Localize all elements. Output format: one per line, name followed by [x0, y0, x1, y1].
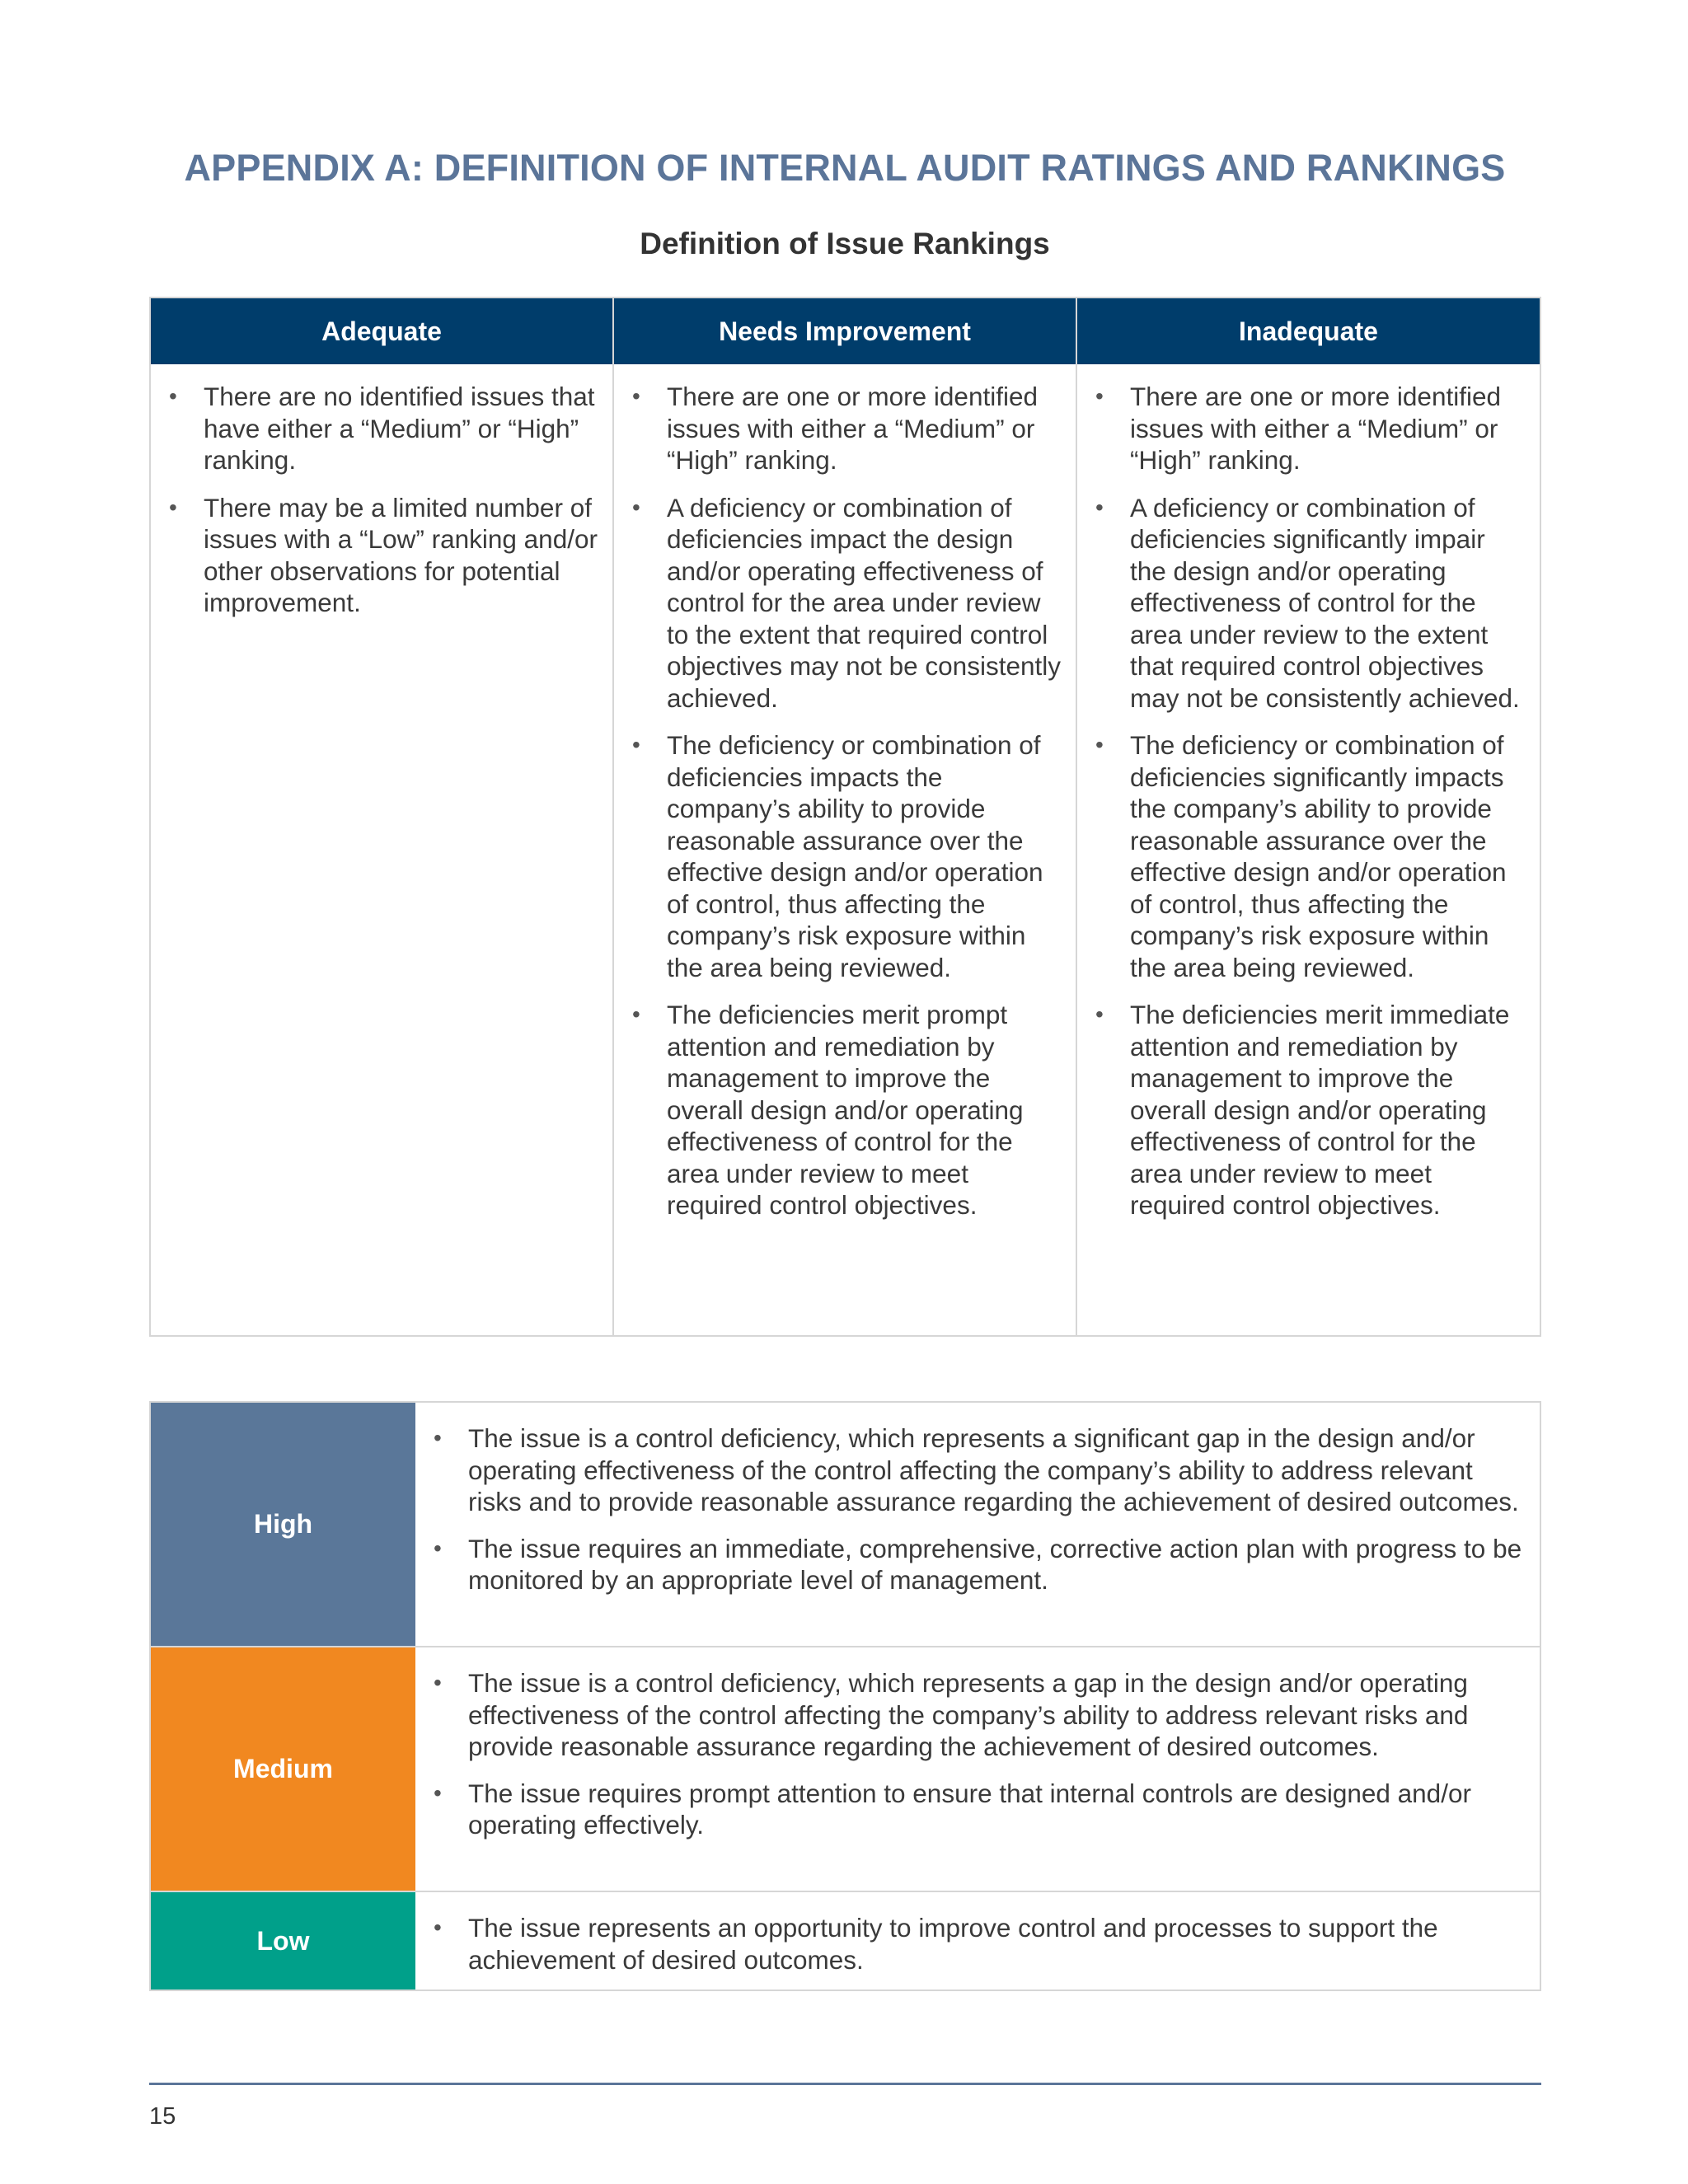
list-item: • The deficiency or combination of deficiencies significantly impacts the company’s ability to provide reasonable assurance over the effective design and/or operation of control, thus affecting the company’s risk exposure within the area being reviewed.: [1092, 729, 1525, 983]
section-title: Definition of Issue Rankings: [640, 227, 1050, 260]
header-inadequate: Inadequate: [1077, 298, 1540, 364]
column-needs-improvement: [614, 364, 1077, 1335]
list-item: • There are one or more identified issues with either a “Medium” or “High” ranking.: [1092, 381, 1525, 476]
list-item: • The issue represents an opportunity to improve control and processes to support the achievement of desired outcomes.: [430, 1912, 1528, 1975]
header-adequate: Adequate: [151, 298, 614, 364]
footer-divider: [149, 2083, 1541, 2085]
list-item: • There are one or more identified issues with either a “Medium” or “High” ranking.: [629, 381, 1061, 476]
ranking-row-low: [151, 1892, 1540, 1990]
header-needs-improvement: Needs Improvement: [614, 298, 1077, 364]
list-item: • The deficiencies merit immediate attention and remediation by management to improve the overall design and/or operating effectiveness of control for the area under review to meet required control objectives.: [1092, 999, 1525, 1221]
ranking-row-medium: [151, 1647, 1540, 1892]
ranking-label-medium: Medium: [151, 1647, 415, 1891]
ranking-description-medium: [415, 1647, 1540, 1891]
list-item: • The issue is a control deficiency, which represents a significant gap in the design and/or operating effectiveness of the control affecting the company’s ability to address relevant risks and to provide reasonable assurance regarding the achievement of desired outcomes.: [430, 1422, 1528, 1518]
list-item: • A deficiency or combination of deficiencies impact the design and/or operating effectiveness of control for the area under review to the extent that required control objectives may not be consistently achieved.: [629, 492, 1061, 715]
list-item: • The issue is a control deficiency, which represents a gap in the design and/or operating effectiveness of the control affecting the company’s ability to address relevant risks and provide reasonable assurance regarding the achievement of desired outcomes.: [430, 1667, 1528, 1763]
page-number: 15: [149, 2103, 176, 2130]
ranking-description-low: [415, 1892, 1540, 1990]
ratings-table: [149, 297, 1541, 1337]
list-item: • There are no identified issues that have either a “Medium” or “High” ranking.: [166, 381, 598, 476]
column-adequate: [151, 364, 614, 1335]
ranking-label-low: Low: [151, 1892, 415, 1990]
ranking-row-high: [151, 1403, 1540, 1647]
list-item: • The issue requires an immediate, comprehensive, corrective action plan with progress to be monitored by an appropriate level of management.: [430, 1533, 1528, 1596]
ranking-label-high: High: [151, 1403, 415, 1646]
appendix-title: APPENDIX A: DEFINITION OF INTERNAL AUDIT RATINGS AND RANKINGS: [184, 147, 1506, 189]
list-item: • The deficiencies merit prompt attention and remediation by management to improve the overall design and/or operating effectiveness of control for the area under review to meet required control objectives.: [629, 999, 1061, 1221]
list-item: • The deficiency or combination of deficiencies impacts the company’s ability to provide reasonable assurance over the effective design and/or operation of control, thus affecting the company’s risk exposure within the area being reviewed.: [629, 729, 1061, 983]
ranking-description-high: [415, 1403, 1540, 1646]
rankings-table: [149, 1401, 1541, 1991]
list-item: • The issue requires prompt attention to ensure that internal controls are designed and/or operating effectively.: [430, 1778, 1528, 1841]
list-item: • A deficiency or combination of deficiencies significantly impair the design and/or operating effectiveness of control for the area under review to the extent that required control objectives may not be consistently achieved.: [1092, 492, 1525, 715]
column-inadequate: [1077, 364, 1540, 1335]
list-item: • There may be a limited number of issues with a “Low” ranking and/or other observations for potential improvement.: [166, 492, 598, 619]
